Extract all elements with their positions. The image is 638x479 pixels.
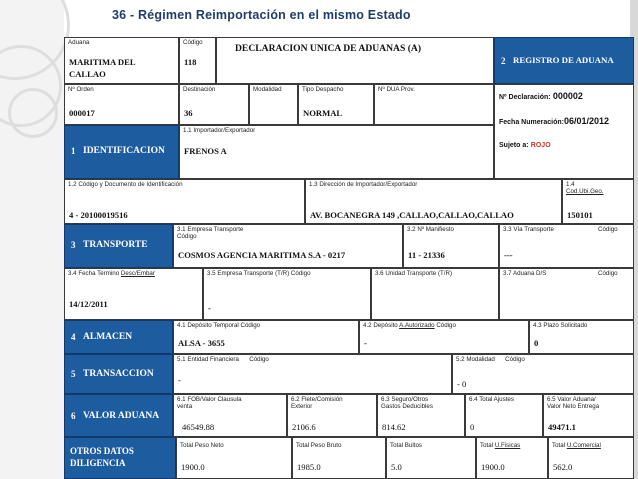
deposito-temporal-label: 4.1 Depósito Temporal Código	[177, 322, 261, 329]
codigo-documento-cell	[64, 179, 305, 224]
section-identificacion	[64, 125, 179, 179]
modalidad-transaccion-value: - 0	[457, 379, 467, 389]
seguro-cell	[377, 394, 465, 437]
manifiesto-cell	[403, 224, 499, 268]
via-transporte-codigo-label: Código	[598, 226, 618, 233]
ubigeo-label-1: 1.4	[566, 181, 575, 188]
total-u-comercial-label: Total U.Comercial	[552, 442, 601, 449]
section-almacen	[64, 320, 173, 354]
importador-label: 1.1 Importador/Exportador	[183, 127, 256, 134]
section-transaccion	[64, 354, 173, 394]
entidad-financiera-label: 5.1 Entidad Financiera Código	[177, 356, 269, 363]
dua-prov-label: Nº DUA Prov.	[378, 86, 415, 93]
plazo-cell	[529, 320, 634, 354]
total-u-comercial-cell	[548, 437, 634, 479]
section-otros-datos	[64, 437, 176, 479]
fob-label-1: 6.1 FOB/Valor Clausula	[177, 396, 242, 403]
peso-bruto-cell	[292, 437, 386, 479]
section-name: VALOR ADUANA	[83, 411, 160, 421]
destinacion-label: Destinación	[183, 86, 216, 93]
empresa-transporte-label: 3.1 Empresa Transporte	[177, 226, 244, 233]
declaracion-label: Nº Declaración:	[499, 94, 551, 101]
peso-neto-cell	[176, 437, 292, 479]
aduana-ds-label: 3.7 Aduana D/S	[503, 270, 547, 277]
empresa-tr-value: -	[208, 303, 211, 313]
unidad-transporte-cell	[371, 268, 499, 320]
section-name-line1: OTROS DATOS	[70, 446, 134, 456]
ubigeo-label-2: Cod.Ubi.Geo.	[566, 188, 604, 195]
section-name: ALMACEN	[83, 332, 133, 342]
codigo-documento-label: 1.2 Código y Documento de Identificación	[68, 181, 183, 188]
flete-label-2: Exterior	[291, 403, 313, 410]
fecha-numeracion-line	[499, 116, 609, 126]
flete-cell	[287, 394, 377, 437]
section-number: 4	[71, 332, 76, 342]
fob-label-2: venta	[177, 403, 193, 410]
destinacion-value: 36	[184, 108, 193, 118]
codigo-value: 118	[184, 57, 197, 67]
total-bultos-cell	[386, 437, 476, 479]
fecha-termino-label: 3.4 Fecha Termino Desc/Embar	[68, 270, 155, 277]
codigo-cell	[179, 37, 216, 84]
section-name: TRANSPORTE	[83, 240, 148, 250]
tipo-despacho-label: Tipo Despacho	[302, 86, 344, 93]
valor-aduana-label-1: 6.5 Valor Aduana/	[547, 396, 596, 403]
entidad-financiera-cell	[173, 354, 452, 394]
empresa-tr-label: 3.5 Empresa Transporte (T/R) Código	[207, 270, 311, 277]
modalidad-label: Modalidad	[253, 86, 282, 93]
total-bultos-label: Total Bultos	[390, 442, 422, 449]
empresa-tr-cell	[203, 268, 371, 320]
seguro-label-1: 6.3 Seguro/Otros	[381, 396, 429, 403]
destinacion-cell	[179, 84, 249, 125]
direccion-value: AV. BOCANEGRA 149 ,CALLAO,CALLAO,CALLAO	[310, 210, 514, 220]
aduana-cell	[64, 37, 179, 84]
fob-cell	[173, 394, 287, 437]
orden-cell	[64, 84, 179, 125]
fecha-numeracion-label: Fecha Numeración:	[499, 119, 564, 126]
sujeto-value: ROJO	[530, 142, 551, 149]
total-ajustes-value: 0	[470, 422, 475, 432]
codigo-label: Código	[183, 39, 203, 46]
aduana-ds-cell	[499, 268, 634, 320]
declaracion-value: 000002	[552, 91, 583, 101]
aduana-label: Aduana	[68, 39, 90, 46]
total-u-fisicas-value: 1900.0	[481, 462, 505, 472]
total-u-fisicas-cell	[476, 437, 548, 479]
registro-info-block	[494, 84, 634, 179]
total-ajustes-label: 6.4 Total Ajustes	[469, 396, 514, 403]
fecha-termino-value: 14/12/2011	[69, 299, 108, 309]
deposito-temporal-value: ALSA - 3655	[178, 338, 225, 348]
decorative-ring	[8, 88, 58, 138]
ubigeo-cell	[562, 179, 634, 224]
fob-value: 46549.88	[182, 422, 215, 432]
via-transporte-cell	[499, 224, 634, 268]
deposito-autorizado-value: -	[364, 338, 367, 348]
total-u-fisicas-label: Total U.Fisicas	[480, 442, 521, 449]
deposito-autorizado-cell	[359, 320, 529, 354]
via-transporte-value: ---	[504, 250, 513, 260]
document-title: DECLARACION UNICA DE ADUANAS (A)	[235, 43, 422, 54]
total-ajustes-cell	[465, 394, 543, 437]
valor-aduana-value: 49471.1	[548, 422, 576, 432]
aduana-ds-codigo-label: Código	[598, 270, 618, 277]
aduana-value-line2: CALLAO	[69, 69, 106, 79]
dua-prov-cell	[374, 84, 494, 125]
via-transporte-label: 3.3 Vía Transporte	[503, 226, 554, 233]
fecha-termino-cell	[64, 268, 203, 320]
fecha-numeracion-value: 06/01/2012	[563, 116, 610, 126]
modalidad-transaccion-label: 5.2 Modalidad Código	[456, 356, 525, 363]
valor-aduana-cell	[543, 394, 634, 437]
section-name-line2: DILIGENCIA	[70, 458, 126, 468]
deposito-temporal-cell	[173, 320, 359, 354]
seguro-value: 814.62	[382, 422, 406, 432]
section-transporte	[64, 224, 173, 268]
declaracion-line	[499, 91, 583, 101]
orden-value: 000017	[69, 108, 95, 118]
importador-cell	[179, 125, 494, 179]
modalidad-cell	[249, 84, 298, 125]
total-bultos-value: 5.0	[391, 462, 402, 472]
section-number: 2	[501, 56, 506, 66]
sujeto-label: Sujeto a:	[499, 142, 529, 149]
document-title-cell	[216, 37, 494, 84]
total-u-comercial-value: 562.0	[553, 462, 573, 472]
peso-neto-label: Total Peso Neto	[180, 442, 224, 449]
peso-neto-value: 1900.0	[181, 462, 205, 472]
valor-aduana-label-2: Valor Neto Entrega	[547, 403, 600, 410]
section-number: 1	[71, 146, 76, 156]
section-number: 5	[71, 369, 76, 379]
section-number: 3	[71, 240, 76, 250]
ubigeo-value: 150101	[567, 210, 593, 220]
manifiesto-value: 11 - 21336	[408, 250, 445, 260]
plazo-value: 0	[534, 338, 539, 348]
flete-value: 2106.6	[292, 422, 316, 432]
seguro-label-2: Gastos Deducibles	[381, 403, 433, 410]
section-name: TRANSACCION	[83, 369, 154, 379]
entidad-financiera-value: -	[178, 375, 181, 385]
section-registro-aduana	[494, 37, 634, 84]
direccion-label: 1.3 Dirección de Importador/Exportador	[309, 181, 418, 188]
manifiesto-label: 3.2 Nº Manifiesto	[407, 226, 454, 233]
empresa-transporte-cell	[173, 224, 403, 268]
peso-bruto-value: 1985.0	[297, 462, 321, 472]
unidad-transporte-label: 3.6 Unidad Transporte (T/R)	[375, 270, 453, 277]
section-name: REGISTRO DE ADUANA	[513, 55, 614, 65]
aduana-value-line1: MARITIMA DEL	[69, 57, 136, 67]
orden-label: Nº Orden	[68, 86, 94, 93]
modalidad-transaccion-cell	[452, 354, 634, 394]
section-name: IDENTIFICACION	[83, 146, 165, 156]
empresa-transporte-value: COSMOS AGENCIA MARITIMA S.A - 0217	[178, 250, 346, 260]
slide-title: 36 - Régimen Reimportación en el mismo Estado	[112, 8, 411, 22]
dua-form	[64, 37, 634, 479]
section-number: 6	[71, 411, 76, 421]
codigo-documento-value: 4 - 20100019516	[69, 210, 128, 220]
importador-value: FRENOS A	[184, 146, 227, 156]
section-valor-aduana	[64, 394, 173, 437]
tipo-despacho-value: NORMAL	[303, 108, 343, 118]
empresa-transporte-codigo-label: Código	[177, 233, 197, 240]
sujeto-line	[499, 140, 551, 149]
deposito-autorizado-label: 4.2 Depósito A.Autorizado Código	[363, 322, 456, 329]
peso-bruto-label: Total Peso Bruto	[296, 442, 342, 449]
tipo-despacho-cell	[298, 84, 374, 125]
plazo-label: 4.3 Plazo Solicitado	[533, 322, 588, 329]
flete-label-1: 6.2 Flete/Comisión	[291, 396, 343, 403]
direccion-cell	[305, 179, 562, 224]
